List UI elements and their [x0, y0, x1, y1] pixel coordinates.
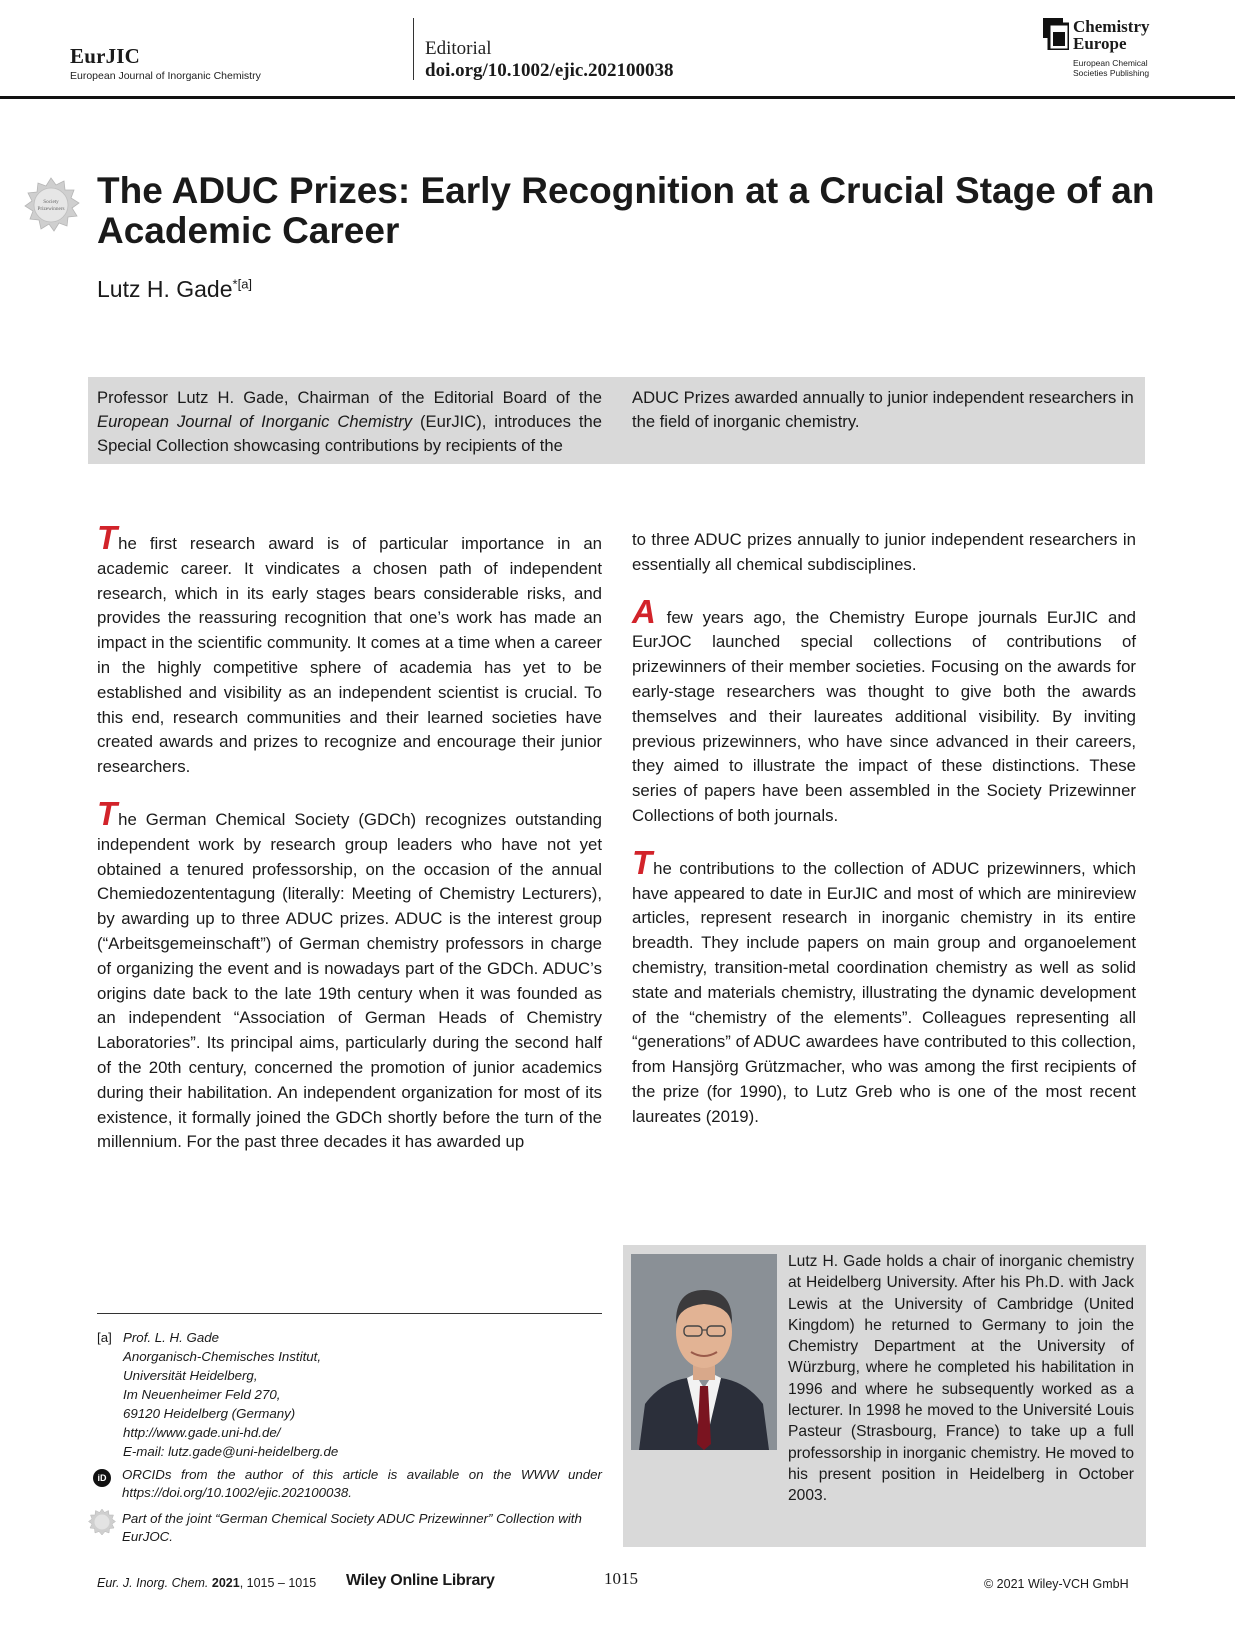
paragraph-text: he German Chemical Society (GDCh) recognizes outstanding independent work by research group leaders who have not yet obtained a tenured professorship, on the occasion of the annual Chemiedozententagung (literally: Meeting of Chemistry Lecturers), by awarding up to three ADUC prizes. ADUC is the interest group (“Arbeitsgemeinschaft”) of German chemistry professors in charge of organizing the event and is nowadays part of the GDCh. ADUC’s origins date back to the late 19th century when it was founded as an independent “Association of German Heads of Chemistry Laboratories”. Its principal aims, particularly during the second half of the 20th century, concerned the promotion of junior academics during their habilitation. An independent organization for most of its existence, it formally joined the GDCh shortly before the turn of the millennium. For the past three decades it has awarded up: [97, 809, 602, 1152]
affiliation-email[interactable]: E-mail: lutz.gade@uni-heidelberg.de: [123, 1444, 339, 1459]
body-paragraph-5: [632, 843, 1136, 1130]
abstract-text-1: Professor Lutz H. Gade, Chairman of the Editorial Board of the: [97, 388, 602, 407]
author-name: Lutz H. Gade: [97, 276, 233, 302]
author-line: [97, 276, 252, 303]
wiley-online-library-logo[interactable]: Wiley Online Library: [346, 1572, 495, 1589]
publisher-line1: Chemistry: [1073, 17, 1150, 36]
cite-journal: Eur. J. Inorg. Chem.: [97, 1576, 209, 1590]
badge-line2: Prizewinners: [37, 206, 65, 212]
copyright: © 2021 Wiley-VCH GmbH: [984, 1577, 1129, 1591]
footnote-label: [a]: [97, 1330, 112, 1345]
header-divider: [413, 18, 414, 80]
journal-abbreviation: EurJIC: [70, 44, 141, 68]
affiliation-city: 69120 Heidelberg (Germany): [123, 1406, 296, 1421]
affiliation-street: Im Neuenheimer Feld 270,: [123, 1387, 281, 1402]
article-type: Editorial: [425, 38, 492, 59]
header-rule: [0, 96, 1235, 99]
collection-badge-icon: [88, 1508, 116, 1536]
journal-full-name: European Journal of Inorganic Chemistry: [70, 70, 261, 82]
citation-footer: [97, 1576, 316, 1590]
abstract-journal-name: European Journal of Inorganic Chemistry: [97, 412, 413, 431]
body-column-left: [97, 519, 602, 1179]
publisher-subtitle: [1073, 58, 1149, 78]
badge-line1: Society: [43, 199, 59, 205]
abstract-right: ADUC Prizes awarded annually to junior independent researchers in the field of inorganic chemistry.: [632, 388, 1134, 431]
paragraph-text: he contributions to the collection of ADUC prizewinners, which have appeared to date in EurJIC and most of which are minireview articles, represent research in inorganic chemistry in its entire breadth. They include papers on main group and organoelement chemistry, transition-metal coordination chemistry as well as solid state and materials chemistry, illustrating the dynamic development of the “chemistry of the elements”. Colleagues representing all “generations” of ADUC awardees have contributed to this collection, from Hansjörg Grützmacher, who was among the first recipients of the prize (for 1990), to Lutz Greb who is one of the most recent laureates (2019).: [632, 858, 1136, 1126]
author-portrait-icon: [631, 1254, 777, 1450]
body-column-right: [632, 528, 1136, 1154]
publisher-logo-text: [1073, 18, 1149, 52]
publisher-sub1: European Chemical: [1073, 58, 1148, 68]
doi-link[interactable]: doi.org/10.1002/ejic.202100038: [425, 60, 674, 81]
cite-year: 2021: [211, 1576, 240, 1590]
affiliation-institute: Anorganisch-Chemisches Institut,: [123, 1349, 322, 1364]
affiliation-name: Prof. L. H. Gade: [123, 1330, 220, 1345]
author-photo: [631, 1254, 777, 1450]
abstract-left: [97, 386, 602, 458]
affiliation-university: Universität Heidelberg,: [123, 1368, 258, 1383]
orcid-icon: iD: [93, 1469, 111, 1487]
dropcap: T: [97, 794, 118, 832]
body-paragraph-2: [97, 794, 602, 1155]
body-paragraph-1: [97, 519, 602, 780]
article-title: The ADUC Prizes: Early Recognition at a Crucial Stage of an Academic Career: [97, 170, 1155, 251]
page-number: 1015: [604, 1569, 638, 1588]
chemistry-europe-logo-icon: [1043, 18, 1069, 50]
dropcap: T: [632, 843, 653, 881]
orcid-note[interactable]: ORCIDs from the author of this article is available on the WWW under https://doi.org/10.1002/ejic.202100038.: [122, 1467, 602, 1500]
publisher-sub2: Societies Publishing: [1073, 68, 1150, 78]
dropcap: T: [97, 519, 118, 556]
body-paragraph-4: [632, 592, 1136, 829]
paragraph-text: few years ago, the Chemistry Europe journals EurJIC and EurJOC launched special collections of contributions of prizewinners of their member societies. Focusing on the awards for early-stage researchers was thought to give both the awards themselves and their laureates additional visibility. By inviting previous prizewinners, who have since advanced in their careers, they aimed to illustrate the impact of these distinctions. These series of papers have been assembled in the Society Prizewinner Collections of both journals.: [632, 607, 1136, 825]
affiliation-website[interactable]: http://www.gade.uni-hd.de/: [123, 1425, 281, 1440]
affiliation-lines: [123, 1328, 338, 1461]
author-affiliation-mark[interactable]: *[a]: [232, 276, 253, 292]
abstract-text-2: (EurJIC), introduces the Special Collection showcasing contributions by recipients of the: [97, 412, 602, 455]
cite-pages: , 1015 – 1015: [239, 1576, 317, 1590]
publisher-line2: Europe: [1073, 34, 1127, 53]
society-prizewinners-badge-icon: [21, 176, 81, 236]
footnote-rule: [97, 1313, 602, 1314]
body-paragraph-3: to three ADUC prizes annually to junior independent researchers in essentially all chemical subdisciplines.: [632, 530, 1136, 574]
collection-note: Part of the joint “German Chemical Society ADUC Prizewinner” Collection with EurJOC.: [122, 1511, 582, 1544]
author-bio-text: Lutz H. Gade holds a chair of inorganic chemistry at Heidelberg University. After his Ph.D. with Jack Lewis at the University of Cambridge (United Kingdom) he returned to Germany to join the Chemistry Department at the University of Würzburg, where he completed his habilitation in 1996 and where he subsequently worked as a lecturer. In 1998 he moved to the Université Louis Pasteur (Strasbourg, France) to take up a full professorship in inorganic chemistry. He moved to his present position in Heidelberg in October 2003.: [788, 1253, 1134, 1505]
paragraph-text: he first research award is of particular importance in an academic career. It vindicates a chosen path of independent research, which in its early stages bears considerable risks, and provides the reassuring recognition that one’s work has made an impact in the scientific community. It comes at a time when a career in the highly competitive sphere of academia has yet to be established and visibility as an independent scientist is crucial. To this end, research communities and their learned societies have created awards and prizes to recognize and encourage their junior researchers.: [97, 534, 602, 777]
dropcap: A: [632, 592, 656, 630]
